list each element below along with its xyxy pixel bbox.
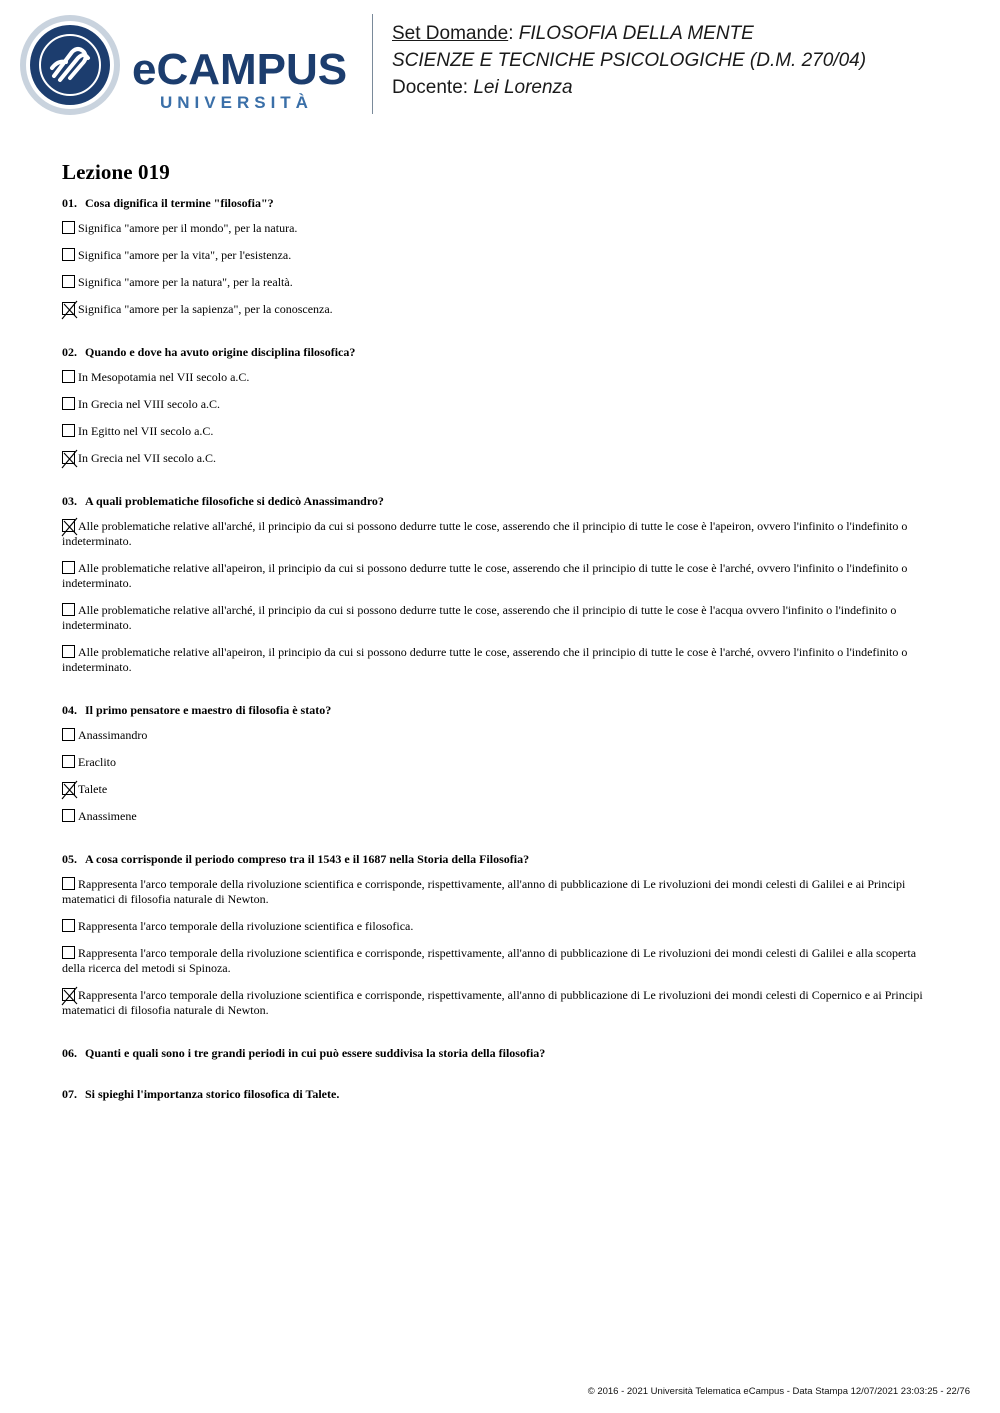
answer-text: Alle problematiche relative all'apeiron, il principio da cui si possono dedurre tutte le cose, asserendo che il principio di tutte le cose è l'arché, ovvero l'infinito o l'indefinito o indeterminato. bbox=[62, 645, 908, 674]
answer-text: In Egitto nel VII secolo a.C. bbox=[78, 424, 214, 438]
checkbox[interactable] bbox=[62, 424, 75, 437]
logo-brand: eCAMPUS bbox=[132, 45, 348, 94]
check-mark-icon bbox=[60, 779, 80, 801]
question-text bbox=[62, 851, 938, 867]
checkbox[interactable] bbox=[62, 809, 75, 822]
question-6 bbox=[62, 1045, 938, 1086]
question-label: A cosa corrisponde il periodo compreso tra il 1543 e il 1687 nella Storia della Filosofia? bbox=[85, 852, 530, 866]
question-text bbox=[62, 344, 938, 360]
answer-text: Rappresenta l'arco temporale della rivoluzione scientifica e corrisponde, rispettivamente, all'anno di pubblicazione di Le rivoluzioni dei mondi celesti di Galilei e ai Principi matematici di filosofia naturale di Newton. bbox=[62, 877, 906, 906]
checked-checkbox[interactable] bbox=[62, 782, 75, 795]
questions-list bbox=[62, 195, 938, 1127]
answer-text: Significa "amore per la sapienza", per la conoscenza. bbox=[78, 302, 333, 316]
set-colon: : bbox=[508, 23, 519, 44]
question-number: 07. bbox=[62, 1087, 77, 1101]
answer-option[interactable] bbox=[62, 782, 938, 797]
page-footer: © 2016 - 2021 Università Telematica eCampus - Data Stampa 12/07/2021 23:03:25 - 22/76 bbox=[587, 1386, 970, 1397]
teacher-label: Docente: bbox=[392, 77, 474, 98]
question-4 bbox=[62, 702, 938, 851]
answer-text: Significa "amore per il mondo", per la natura. bbox=[78, 221, 298, 235]
answer-text: Significa "amore per la natura", per la realtà. bbox=[78, 275, 293, 289]
question-label: Il primo pensatore e maestro di filosofia è stato? bbox=[85, 703, 332, 717]
checkbox[interactable] bbox=[62, 877, 75, 890]
answer-option[interactable] bbox=[62, 397, 938, 412]
answer-option[interactable] bbox=[62, 755, 938, 770]
checkbox[interactable] bbox=[62, 221, 75, 234]
answer-text: Talete bbox=[78, 782, 108, 796]
answer-option[interactable] bbox=[62, 919, 938, 934]
checkbox[interactable] bbox=[62, 755, 75, 768]
answer-option[interactable] bbox=[62, 519, 938, 549]
checkbox[interactable] bbox=[62, 645, 75, 658]
question-number: 05. bbox=[62, 852, 77, 866]
question-text bbox=[62, 1086, 938, 1102]
answer-text: Rappresenta l'arco temporale della rivoluzione scientifica e filosofica. bbox=[78, 919, 414, 933]
checked-checkbox[interactable] bbox=[62, 451, 75, 464]
answer-option[interactable] bbox=[62, 809, 938, 824]
ecampus-logo bbox=[14, 12, 374, 117]
check-mark-icon bbox=[60, 985, 80, 1007]
checkbox[interactable] bbox=[62, 561, 75, 574]
question-text bbox=[62, 195, 938, 211]
answer-option[interactable] bbox=[62, 302, 938, 317]
answer-option[interactable] bbox=[62, 451, 938, 466]
answer-option[interactable] bbox=[62, 275, 938, 290]
question-label: Cosa dignifica il termine "filosofia"? bbox=[85, 196, 274, 210]
question-label: Quanti e quali sono i tre grandi periodi in cui può essere suddivisa la storia della filosofia? bbox=[85, 1046, 546, 1060]
checkbox[interactable] bbox=[62, 603, 75, 616]
answer-text: Alle problematiche relative all'arché, il principio da cui si possono dedurre tutte le cose, asserendo che il principio di tutte le cose è l'acqua ovvero l'infinito o l'indefinito o indeterminato. bbox=[62, 603, 897, 632]
header-divider bbox=[372, 14, 373, 114]
checkbox[interactable] bbox=[62, 397, 75, 410]
check-mark-icon bbox=[60, 299, 80, 321]
answer-option[interactable] bbox=[62, 877, 938, 907]
question-number: 04. bbox=[62, 703, 77, 717]
checked-checkbox[interactable] bbox=[62, 519, 75, 532]
check-mark-icon bbox=[60, 448, 80, 470]
answer-text: In Grecia nel VII secolo a.C. bbox=[78, 451, 217, 465]
program-name: SCIENZE E TECNICHE PSICOLOGICHE (D.M. 270/04) bbox=[392, 50, 867, 71]
logo-sub: UNIVERSITÀ bbox=[160, 93, 313, 112]
answer-text: Rappresenta l'arco temporale della rivoluzione scientifica e corrisponde, rispettivamente, all'anno di pubblicazione di Le rivoluzioni dei mondi celesti di Copernico e ai Principi matematici di filosofia naturale di Newton. bbox=[62, 988, 923, 1017]
answer-text: Anassimene bbox=[78, 809, 137, 823]
header-line-3 bbox=[392, 74, 866, 101]
checkbox[interactable] bbox=[62, 248, 75, 261]
question-3 bbox=[62, 493, 938, 702]
question-2 bbox=[62, 344, 938, 493]
checked-checkbox[interactable] bbox=[62, 302, 75, 315]
answer-text: Anassimandro bbox=[78, 728, 148, 742]
question-label: A quali problematiche filosofiche si dedicò Anassimandro? bbox=[85, 494, 384, 508]
question-number: 03. bbox=[62, 494, 77, 508]
answer-option[interactable] bbox=[62, 370, 938, 385]
answer-text: Alle problematiche relative all'apeiron, il principio da cui si possono dedurre tutte le cose, asserendo che il principio di tutte le cose è l'arché, ovvero l'infinito o l'indefinito o indeterminato. bbox=[62, 561, 908, 590]
checkbox[interactable] bbox=[62, 919, 75, 932]
answer-option[interactable] bbox=[62, 561, 938, 591]
answer-text: Alle problematiche relative all'arché, il principio da cui si possono dedurre tutte le cose, asserendo che il principio di tutte le cose è l'apeiron, ovvero l'infinito o l'indefinito o indeterminato. bbox=[62, 519, 908, 548]
question-text bbox=[62, 493, 938, 509]
header-line-1 bbox=[392, 20, 866, 47]
answer-option[interactable] bbox=[62, 728, 938, 743]
course-title: FILOSOFIA DELLA MENTE bbox=[518, 23, 754, 44]
question-text bbox=[62, 702, 938, 718]
question-text bbox=[62, 1045, 938, 1061]
checkbox[interactable] bbox=[62, 728, 75, 741]
checkbox[interactable] bbox=[62, 370, 75, 383]
header-info bbox=[392, 20, 866, 101]
answer-text: Rappresenta l'arco temporale della rivoluzione scientifica e corrisponde, rispettivamente, all'anno di pubblicazione di Le rivoluzioni dei mondi celesti di Galilei e alla scoperta della ricerca del metodi si Spinoza. bbox=[62, 946, 917, 975]
checked-checkbox[interactable] bbox=[62, 988, 75, 1001]
answer-option[interactable] bbox=[62, 248, 938, 263]
question-label: Si spieghi l'importanza storico filosofica di Talete. bbox=[85, 1087, 340, 1101]
answer-option[interactable] bbox=[62, 645, 938, 675]
question-number: 01. bbox=[62, 196, 77, 210]
checkbox[interactable] bbox=[62, 946, 75, 959]
answer-text: Eraclito bbox=[78, 755, 116, 769]
question-7 bbox=[62, 1086, 938, 1127]
answer-option[interactable] bbox=[62, 946, 938, 976]
question-number: 06. bbox=[62, 1046, 77, 1060]
teacher-name: Lei Lorenza bbox=[473, 77, 573, 98]
answer-text: In Grecia nel VIII secolo a.C. bbox=[78, 397, 221, 411]
answer-text: In Mesopotamia nel VII secolo a.C. bbox=[78, 370, 250, 384]
set-label: Set Domande bbox=[392, 23, 509, 44]
question-number: 02. bbox=[62, 345, 77, 359]
question-1 bbox=[62, 195, 938, 344]
check-mark-icon bbox=[60, 516, 80, 538]
answer-option[interactable] bbox=[62, 988, 938, 1018]
lesson-title: Lezione 019 bbox=[62, 160, 170, 184]
question-label: Quando e dove ha avuto origine disciplina filosofica? bbox=[85, 345, 356, 359]
question-set bbox=[62, 160, 938, 1127]
answer-option[interactable] bbox=[62, 221, 938, 236]
question-5 bbox=[62, 851, 938, 1045]
checkbox[interactable] bbox=[62, 275, 75, 288]
answer-option[interactable] bbox=[62, 424, 938, 439]
answer-text: Significa "amore per la vita", per l'esistenza. bbox=[78, 248, 292, 262]
answer-option[interactable] bbox=[62, 603, 938, 633]
